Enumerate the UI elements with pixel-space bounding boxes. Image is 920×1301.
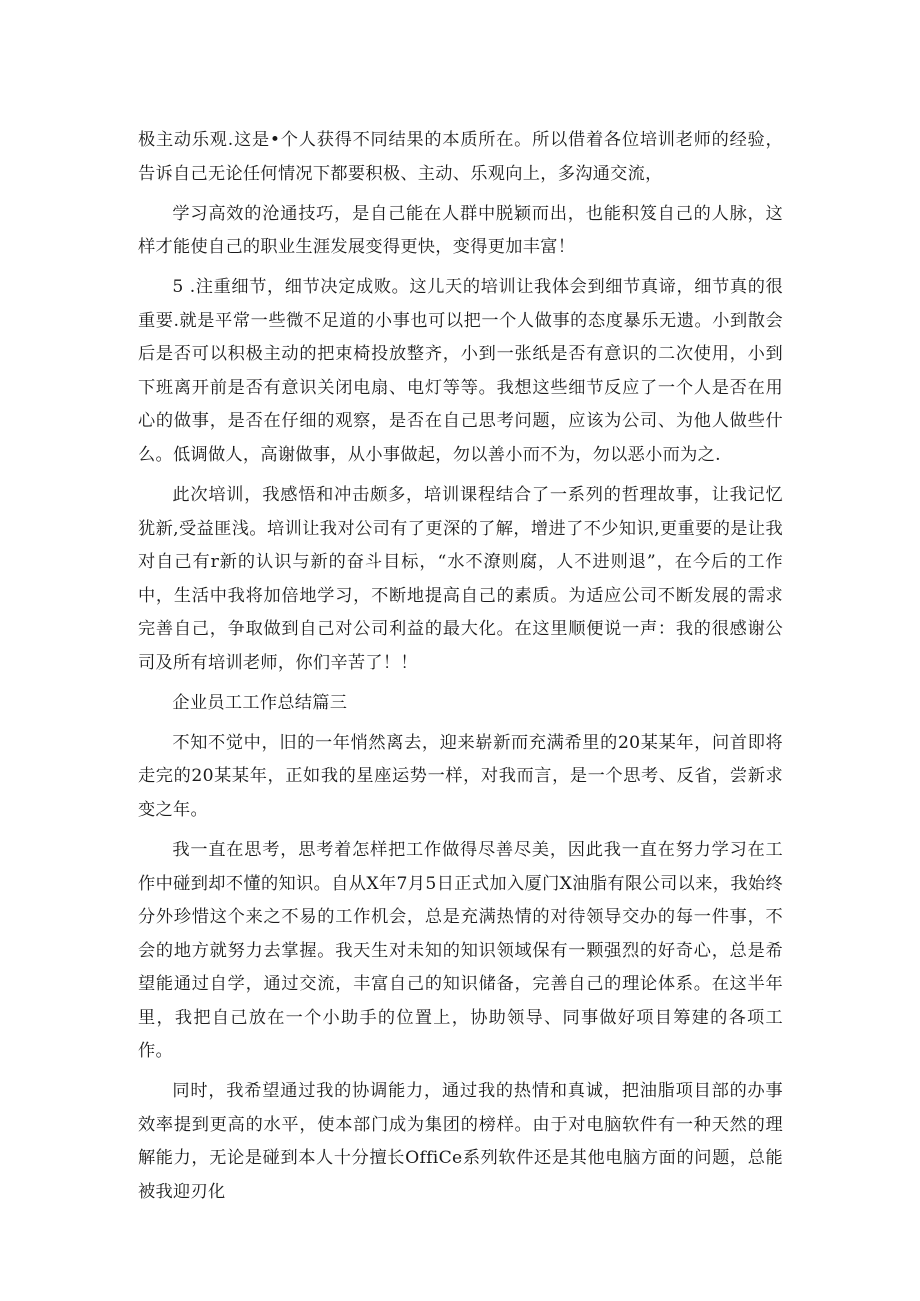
paragraph-learning: 我一直在思考，思考着怎样把工作做得尽善尽美，因此我一直在努力学习在工作中碰到却不懂的知识。自从X年7月5日正式加入厦门X油脂有限公司以来，我始终分外珍惜这个来之不易的工作机会，总是充满热情的对待领导交办的每一件事，不会的地方就努力去掌握。我天生对未知的知识领域保有一颗强烈的好奇心，总是希望能通过自学，通过交流，丰富自己的知识储备，完善自己的理论体系。在这半年里，我把自己放在一个小助手的位置上，协助领导、同事做好项目筹建的各项工作。 — [138, 840, 783, 1062]
paragraph-year-review: 不知不觉中，旧的一年悄然离去，迎来崭新而充满希里的20某某年，问首即将走完的20某某年，正如我的星座运势一样，对我而言，是一个思考、反省，尝新求变之年。 — [138, 732, 783, 820]
paragraph-continuation: 极主动乐观.这是•个人获得不同结果的本质所在。所以借着各位培训老师的经验，告诉自己无论任何情况下都要积极、主动、乐观向上，多沟通交流， — [138, 130, 783, 184]
document-body — [138, 124, 783, 1216]
paragraph-coordination: 同时，我希望通过我的协调能力，通过我的热情和真诚，把油脂项目部的办事效率提到更高的水平，使本部门成为集团的榜样。由于对电脑软件有一种天然的理解能力，无论是碰到本人十分擅长OffiCe系列软件还是其他电脑方面的问题，总能被我迎刃化 — [138, 1081, 783, 1202]
paragraph-training-reflection: 此次培训，我感悟和冲击颇多，培训课程结合了一系列的哲理故事，让我记忆犹新,受益匪浅。培训让我对公司有了更深的了解，增进了不少知识,更重要的是让我对自己有r新的认识与新的奋斗目标，“水不潦则腐，人不进则退”，在今后的工作中，生活中我将加倍地学习，不断地提高自己的素质。为适应公司不断发展的需求完善自己，争取做到自己对公司利益的最大化。在这里顺便说一声：我的很感谢公司及所有培训老师，你们辛苦了！！ — [138, 485, 783, 673]
paragraph-attention-to-detail: 5 .注重细节，细节决定成败。这儿天的培训让我体会到细节真谛，细节真的很重要.就是平常一些微不足道的小事也可以把一个人做事的态度暴乐无遗。小到散会后是否可以积极主动的把束椅投放整齐，小到一张纸是否有意识的二次使用，小到下班离开前是否有意识关闭电扇、电灯等等。我想这些细节反应了一个人是否在用心的做事，是否在仔细的观察，是否在自己思考问题，应该为公司、为他人做些什么。低调做人，高谢做事，从小事做起，勿以善小而不为，勿以恶小而为之. — [138, 277, 783, 465]
section-title: 企业员工工作总结篇三 — [172, 692, 348, 713]
paragraph-communication-skills: 学习高效的沧通技巧，是自己能在人群中脱颖而出，也能积笈自己的人脉，这样才能使自己的职业生涯发展变得更快，变得更加丰富！ — [138, 203, 783, 258]
